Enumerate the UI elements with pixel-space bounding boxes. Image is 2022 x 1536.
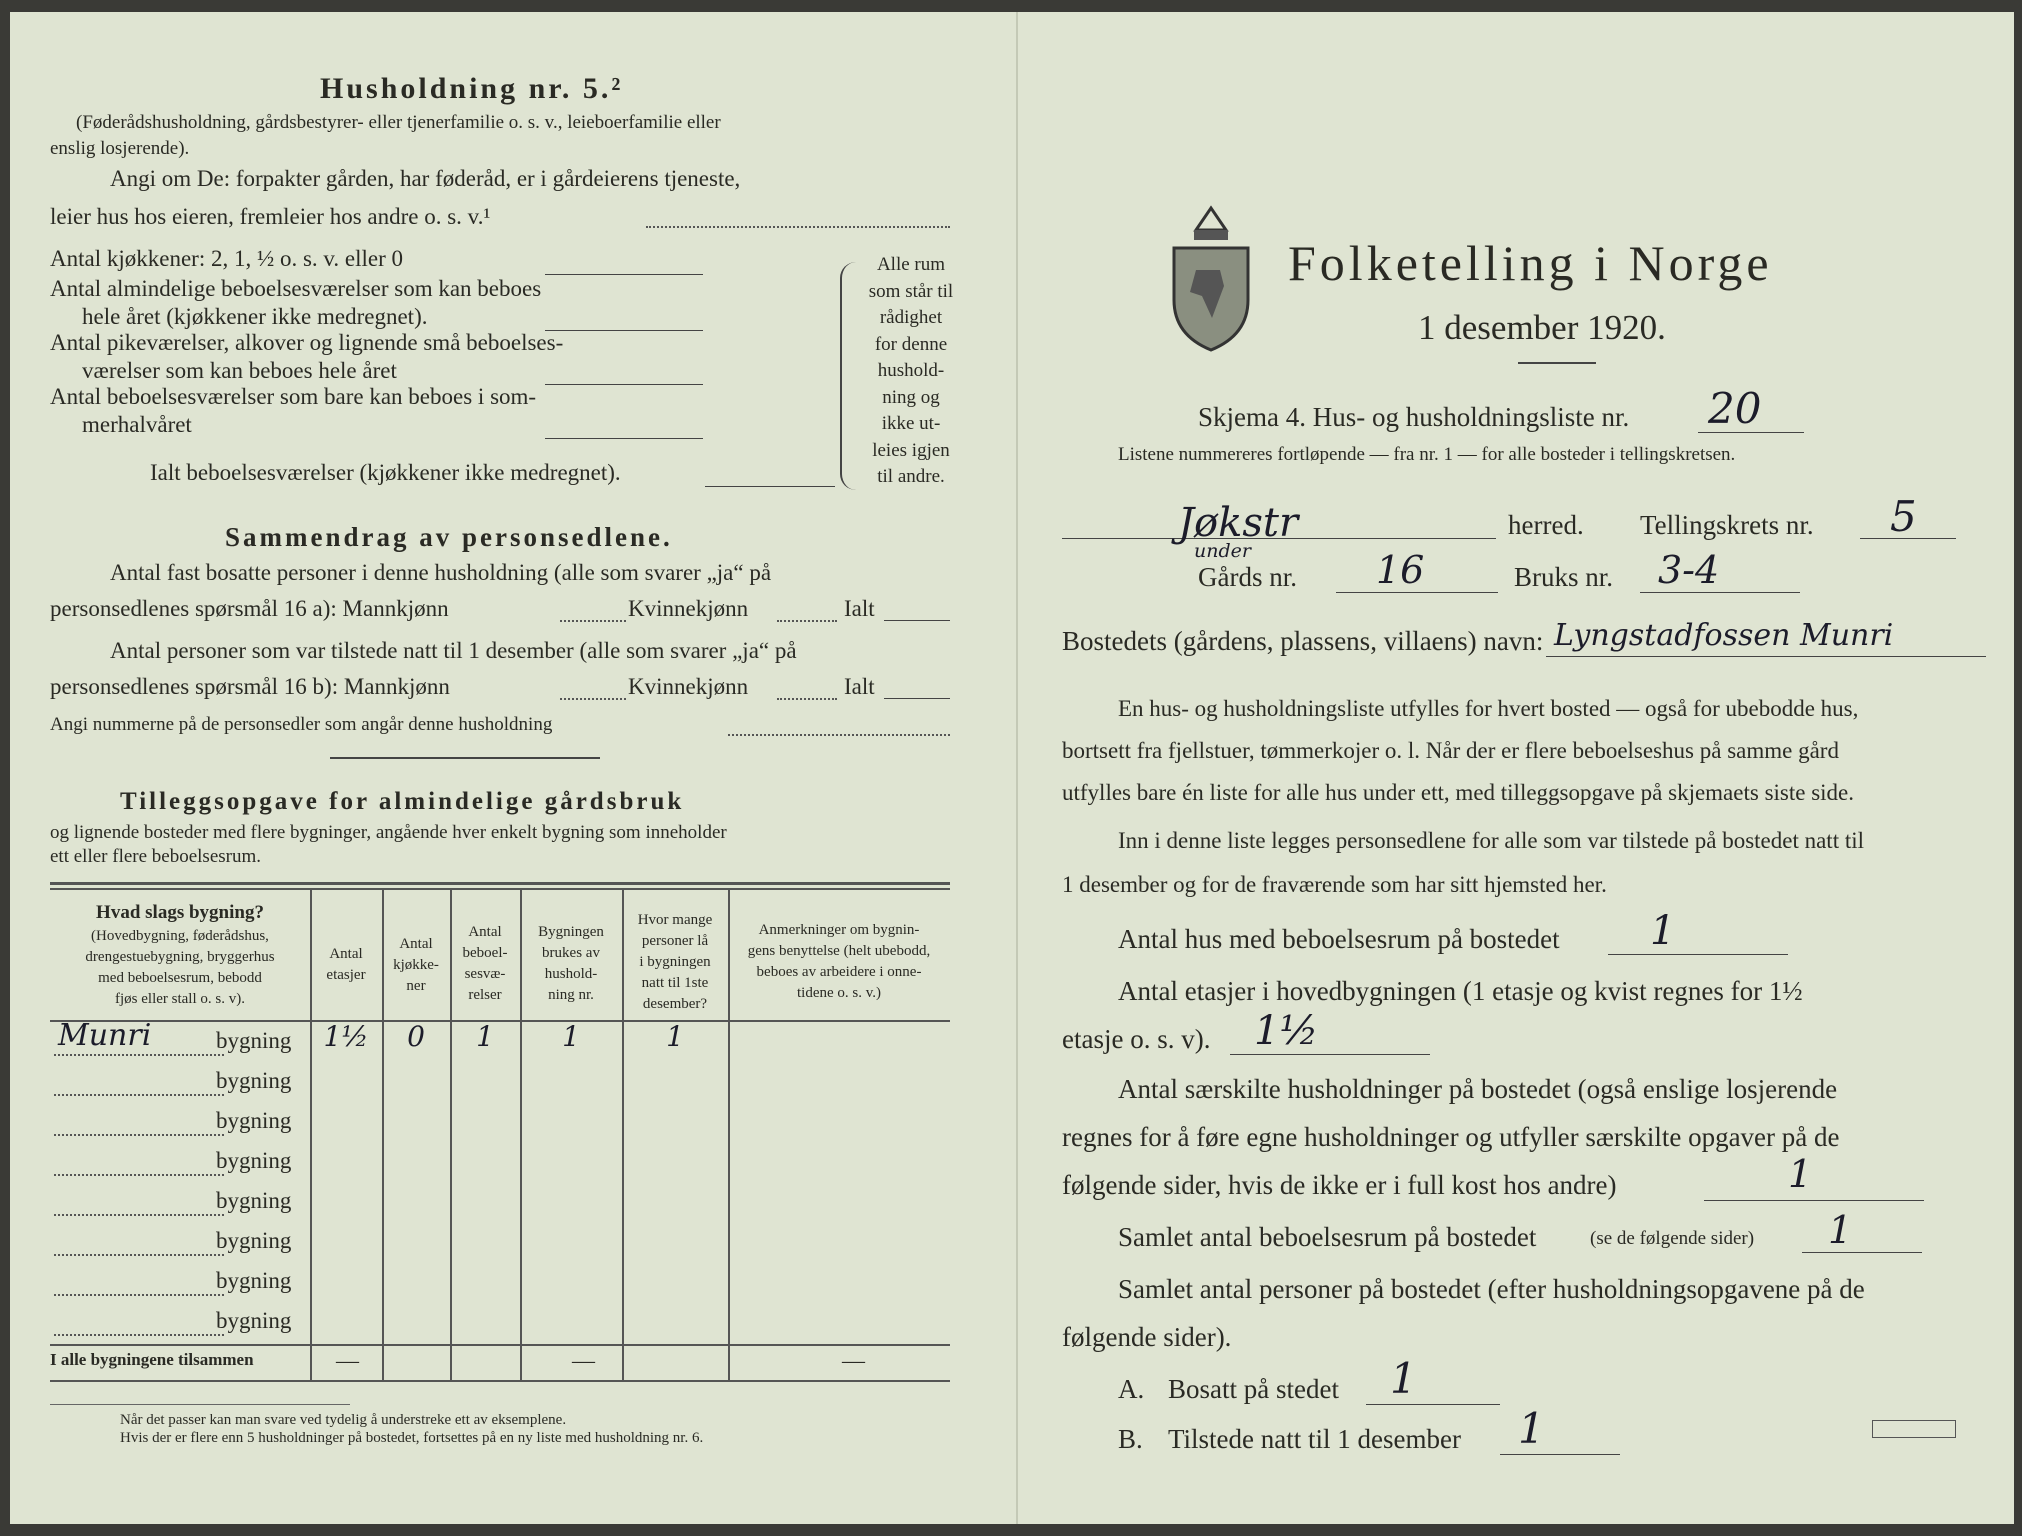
samlet-rum-line: [1802, 1252, 1922, 1253]
col-header-vaerelser: [450, 922, 520, 1006]
side-note-line: til andre.: [877, 466, 945, 487]
census-title: Folketelling i Norge: [1288, 235, 1773, 291]
saer-line3: følgende sider, hvis de ikke er i full kost hos andre): [1062, 1170, 1617, 1200]
col-header-line: drengestuebygning, bryggerhus: [85, 949, 275, 965]
a-label: A.: [1118, 1374, 1145, 1404]
samlet-rum-label: Samlet antal beboelsesrum på bostedet: [1118, 1222, 1537, 1252]
ialt-answer-line: [705, 486, 835, 487]
side-note-line: rådighet: [879, 307, 943, 328]
gards-prefix: under: [1194, 540, 1251, 562]
col-header-anmerkninger: [728, 920, 950, 1004]
almindelige-label-2: hele året (kjøkkener ikke medregnet).: [82, 304, 428, 329]
sommer-label-1: Antal beboelsesværelser som bare kan beboes i som-: [50, 384, 537, 409]
angi-nummerne: Angi nummerne på de personsedler som angår denne husholdning: [50, 714, 553, 735]
tilstede-line-2: personsedlenes spørsmål 16 b): Mannkjønn: [50, 674, 450, 699]
row-name-line: [54, 1294, 224, 1296]
side-note: [858, 252, 964, 491]
footnote-1: Når det passer kan man svare ved tydelig å understreke ett av eksemplene.: [120, 1412, 567, 1428]
para2-line2: 1 desember og for de fraværende som har sitt hjemsted her.: [1062, 872, 1607, 897]
cell-etasjer: 1½: [323, 1020, 369, 1053]
tilstede-kvinne-line: [777, 698, 837, 700]
row-name-line: [54, 1174, 224, 1176]
bosted-label: Bostedets (gårdens, plassens, villaens) navn:: [1062, 626, 1544, 656]
summary-title: Sammendrag av personsedlene.: [225, 522, 673, 552]
col-header-line: beboes av arbeidere i onne-: [756, 964, 922, 980]
col-header-line: fjøs eller stall o. s. v).: [115, 991, 245, 1007]
pike-answer-line: [545, 384, 703, 385]
row-label: bygning: [216, 1188, 292, 1213]
skjema-nr-value: 20: [1708, 384, 1762, 433]
pike-label-2: værelser som kan beboes hele året: [82, 358, 397, 383]
skjema-label: Skjema 4. Hus- og husholdningsliste nr.: [1198, 402, 1630, 432]
para1-line3: utfylles bare én liste for alle hus under ett, med tilleggsopgave på skjemaets siste side.: [1062, 780, 1855, 805]
census-form-sheet: [10, 12, 2014, 1524]
row-name-line: [54, 1094, 224, 1096]
col-header-line: natt til 1ste: [641, 975, 709, 991]
angi-line-1: Angi om De: forpakter gården, har føderåd, er i gårdeierens tjeneste,: [110, 166, 741, 191]
angi-nummerne-line: [728, 734, 950, 736]
table-top-rule: [50, 882, 950, 885]
fast-line-1: Antal fast bosatte personer i denne husholdning (alle som svarer „ja“ på: [110, 560, 772, 585]
tilstede-ialt-label: Ialt: [844, 674, 875, 699]
col-header-etasjer: [310, 944, 382, 986]
samlet-pers-line2: følgende sider).: [1062, 1322, 1232, 1352]
kjokkener-label: Antal kjøkkener: 2, 1, ½ o. s. v. eller 0: [50, 246, 404, 271]
samlet-rum-value: 1: [1828, 1208, 1853, 1252]
saer-line2: regnes for å føre egne husholdninger og utfyller særskilte opgaver på de: [1062, 1122, 1840, 1152]
row-name-line: [54, 1254, 224, 1256]
side-note-line: Alle rum: [876, 254, 946, 275]
bosted-line: [1546, 656, 1986, 657]
almindelige-label-1: Antal almindelige beboelsesværelser som kan beboes: [50, 276, 542, 301]
fast-ialt-label: Ialt: [844, 596, 875, 621]
tilstede-kvinne-label: Kvinnekjønn: [628, 674, 749, 699]
title-divider: [1518, 362, 1596, 364]
tellingskrets-label: Tellingskrets nr.: [1640, 510, 1814, 540]
row-label: bygning: [216, 1268, 292, 1293]
gards-value: 16: [1376, 548, 1425, 592]
row-label: bygning: [216, 1228, 292, 1253]
census-date: 1 desember 1920.: [1418, 308, 1666, 347]
tellingskrets-value: 5: [1890, 492, 1917, 541]
bruks-label: Bruks nr.: [1514, 562, 1614, 592]
side-note-line: hushold-: [877, 360, 945, 381]
row-name-line: [54, 1334, 224, 1336]
bruks-value: 3-4: [1658, 548, 1720, 592]
col-header-line: brukes av: [542, 945, 600, 961]
col-header-line: Antal: [399, 936, 433, 952]
col-header-line: personer lå: [641, 933, 709, 949]
side-note-line: som står til: [868, 280, 954, 302]
total-anmerkninger-dash: —: [842, 1348, 865, 1373]
col-header-line: kjøkke-: [393, 957, 439, 973]
table-top-rule-2: [50, 888, 950, 890]
cell-kjokkener: 0: [407, 1020, 425, 1053]
col-header-line: ning nr.: [548, 987, 594, 1003]
b-line: [1500, 1454, 1620, 1455]
hus-label: Antal hus med beboelsesrum på bostedet: [1118, 924, 1560, 954]
col-header-line: Antal: [329, 946, 363, 962]
col-header-line: desember?: [642, 996, 708, 1012]
sommer-answer-line: [545, 438, 703, 439]
b-value: 1: [1518, 1404, 1545, 1453]
intro-line-1: (Føderådshusholdning, gårdsbestyrer- eller tjenerfamilie o. s. v., leieboerfamilie eller: [76, 112, 721, 133]
fast-line-2: personsedlenes spørsmål 16 a): Mannkjønn: [50, 596, 449, 621]
col-header-type-title: Hvad slags bygning?: [96, 902, 264, 923]
row-name-line: [54, 1214, 224, 1216]
row-label: bygning: [216, 1028, 292, 1053]
side-note-line: ikke ut-: [881, 413, 941, 434]
gards-label: Gårds nr.: [1198, 562, 1297, 592]
side-note-line: leies igjen: [872, 439, 950, 461]
hus-line: [1608, 954, 1788, 955]
a-text: Bosatt på stedet: [1168, 1374, 1339, 1404]
col-header-personer: [622, 910, 728, 1015]
left-page: [10, 12, 1010, 1524]
saer-line: [1704, 1200, 1924, 1201]
col-header-line: i bygningen: [639, 954, 711, 970]
cell-personer: 1: [666, 1020, 684, 1053]
bruks-line: [1640, 592, 1800, 593]
etasjer-line2: etasje o. s. v).: [1062, 1024, 1211, 1054]
etasjer-value: 1½: [1254, 1008, 1319, 1054]
footnote-rule: [50, 1404, 350, 1405]
etasjer-line1: Antal etasjer i hovedbygningen (1 etasje og kvist regnes for 1½: [1118, 976, 1803, 1006]
para1-line1: En hus- og husholdningsliste utfylles for hvert bosted — også for ubebodde hus,: [1118, 696, 1859, 721]
gards-line: [1336, 592, 1498, 593]
total-etasjer-dash: —: [336, 1348, 359, 1373]
para1-line2: bortsett fra fjellstuer, tømmerkojer o. l. Når der er flere beboelseshus på samme gård: [1062, 738, 1839, 763]
side-note-bracket: [840, 262, 856, 490]
tillegg-title: Tilleggsopgave for almindelige gårdsbruk: [120, 788, 685, 815]
col-header-line: etasjer: [326, 967, 366, 983]
printer-stamp-icon: [1872, 1420, 1956, 1438]
saer-value: 1: [1788, 1152, 1813, 1196]
total-label: I alle bygningene tilsammen: [50, 1350, 254, 1369]
col-header-line: gens benyttelse (helt ubebodd,: [747, 943, 931, 959]
samlet-pers-line1: Samlet antal personer på bostedet (efter husholdningsopgavene på de: [1118, 1274, 1865, 1304]
angi-line-2: leier hus hos eieren, fremleier hos andre o. s. v.¹: [50, 204, 491, 229]
tilstede-line-1: Antal personer som var tilstede natt til 1 desember (alle som svarer „ja“ på: [110, 638, 797, 663]
etasjer-line: [1230, 1054, 1430, 1055]
right-page: [1016, 12, 2016, 1524]
samlet-rum-note: (se de følgende sider): [1590, 1228, 1755, 1249]
section-divider: [330, 757, 600, 759]
tilstede-mann-line: [560, 698, 626, 700]
fast-kvinne-label: Kvinnekjønn: [628, 596, 749, 621]
col-header-line: hushold-: [544, 966, 598, 982]
bosted-value: Lyngstadfossen Munri: [1554, 618, 1894, 653]
side-note-line: for denne: [874, 333, 948, 355]
col-header-line: beboel-: [462, 945, 508, 961]
a-value: 1: [1390, 1354, 1417, 1403]
table-total-rule: [50, 1344, 950, 1346]
table-bottom-rule: [50, 1380, 950, 1382]
fast-kvinne-line: [777, 620, 837, 622]
col-header-line: Bygningen: [538, 924, 604, 940]
cell-husholdning: 1: [562, 1020, 580, 1053]
para2-line1: Inn i denne liste legges personsedlene for alle som var tilstede på bostedet natt til: [1118, 828, 1865, 853]
row-label: bygning: [216, 1068, 292, 1093]
listene-note: Listene nummereres fortløpende — fra nr. 1 — for alle bosteder i tellingskretsen.: [1118, 444, 1736, 465]
row-name-line: [54, 1054, 224, 1056]
col-header-line: Antal: [468, 924, 502, 940]
col-header-line: ner: [406, 978, 426, 994]
side-note-line: ning og: [882, 386, 940, 408]
col-header-line: med beboelsesrum, bebodd: [98, 970, 262, 986]
fast-mann-line: [560, 620, 626, 622]
hus-value: 1: [1650, 908, 1676, 954]
footnote-2: Hvis der er flere enn 5 husholdninger på bostedet, fortsettes på en ny liste med husholdning nr. 6.: [120, 1430, 704, 1446]
row-label: bygning: [216, 1108, 292, 1133]
tillegg-line-1: og lignende bosteder med flere bygninger, angående hver enkelt bygning som inneholder: [50, 822, 727, 843]
ialt-label: Ialt beboelsesværelser (kjøkkener ikke medregnet).: [150, 460, 621, 485]
norway-coat-of-arms-icon: [1168, 200, 1254, 354]
herred-value: Jøkstr: [1178, 500, 1299, 546]
almindelige-answer-line: [545, 330, 703, 331]
fast-ialt-line: [884, 620, 950, 621]
row-building-name: Munri: [58, 1018, 152, 1053]
row-label: bygning: [216, 1308, 292, 1333]
col-header-line: Anmerkninger om bygnin-: [758, 922, 920, 938]
kjokkener-answer-line: [545, 274, 703, 275]
tilstede-ialt-line: [884, 698, 950, 699]
col-header-line: sesvæ-: [464, 966, 506, 982]
col-header-husholdning: [520, 922, 622, 1006]
col-header-line: (Hovedbygning, føderådshus,: [91, 928, 269, 944]
household-title: Husholdning nr. 5.²: [320, 72, 624, 105]
intro-line-2: enslig losjerende).: [50, 138, 190, 159]
row-label: bygning: [216, 1148, 292, 1173]
cell-vaerelser: 1: [476, 1020, 494, 1053]
col-header-line: tidene o. s. v.): [796, 985, 881, 1001]
b-text: Tilstede natt til 1 desember: [1168, 1424, 1461, 1454]
pike-label-1: Antal pikeværelser, alkover og lignende små beboelses-: [50, 330, 564, 355]
saer-line1: Antal særskilte husholdninger på bostedet (også enslige losjerende: [1118, 1074, 1838, 1104]
col-header-type: [50, 926, 310, 1010]
col-header-line: Hvor mange: [637, 912, 713, 928]
angi-answer-line: [646, 226, 950, 228]
herred-label: herred.: [1508, 510, 1584, 540]
tillegg-line-2: ett eller flere beboelsesrum.: [50, 846, 262, 867]
row-name-line: [54, 1134, 224, 1136]
a-line: [1366, 1404, 1500, 1405]
sommer-label-2: merhalvåret: [82, 412, 192, 437]
col-header-line: relser: [468, 987, 502, 1003]
col-header-kjokkener: [382, 934, 450, 997]
b-label: B.: [1118, 1424, 1143, 1454]
total-husholdning-dash: —: [572, 1348, 595, 1373]
